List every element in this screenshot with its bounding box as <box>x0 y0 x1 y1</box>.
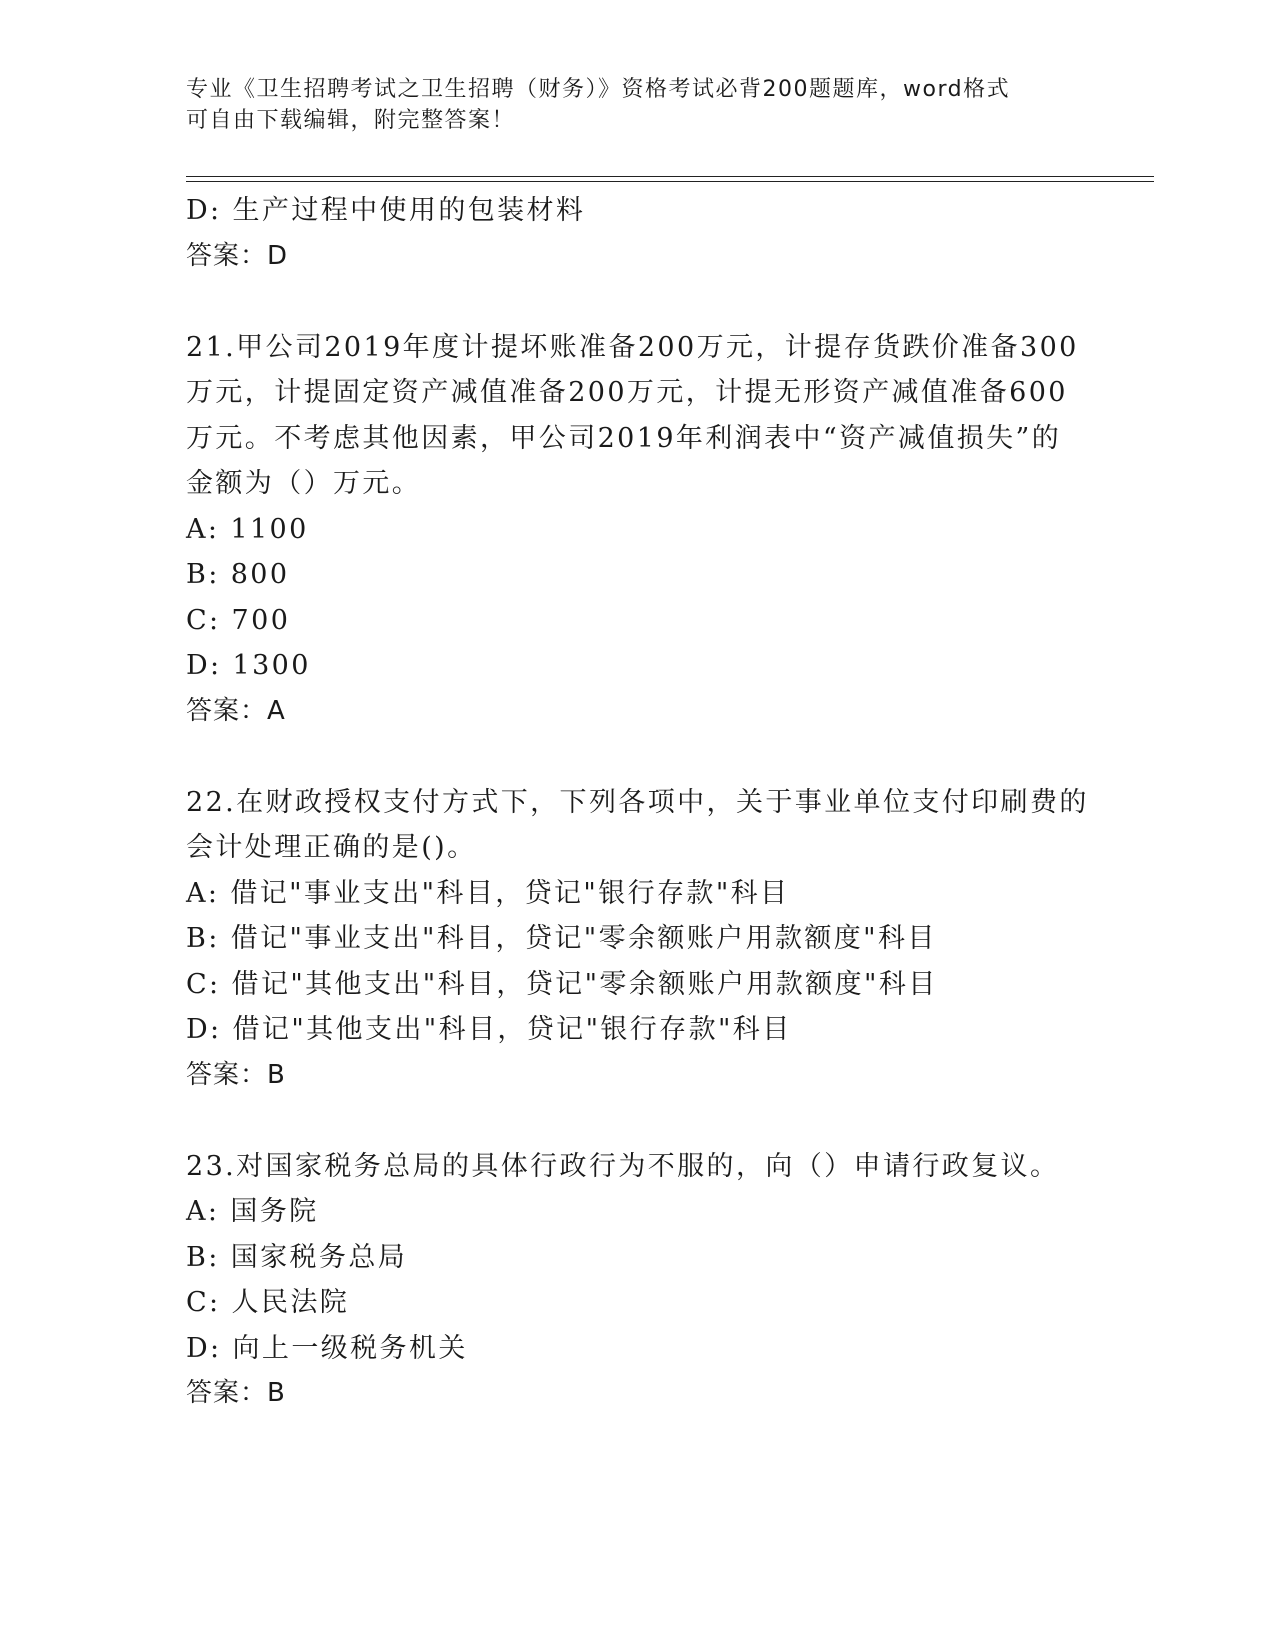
question-block-23 <box>186 1144 1086 1417</box>
question-block-prev <box>186 188 1086 279</box>
document-body <box>186 188 1089 1417</box>
option-a: A: 国务院 <box>186 1196 319 1227</box>
question-stem-line: 万元。不考虑其他因素，甲公司2019年利润表中“资产减值损失”的 <box>186 422 1062 454</box>
option-b: B: 800 <box>186 559 290 590</box>
option-d: D: 向上一级税务机关 <box>186 1332 468 1364</box>
answer-line: 答案：B <box>186 1378 286 1408</box>
question-stem-line: 金额为（）万元。 <box>186 468 422 499</box>
option-d: D: 1300 <box>186 650 311 681</box>
answer-line: 答案：B <box>186 1059 286 1090</box>
header-title-line-1: 专业《卫生招聘考试之卫生招聘（财务）》资格考试必背200题题库，word格式 <box>186 77 1011 102</box>
option-a: A: 1100 <box>186 513 309 545</box>
option-c: C: 借记"其他支出"科目，贷记"零余额账户用款额度"科目 <box>186 968 938 1000</box>
option-b: B: 国家税务总局 <box>186 1241 408 1273</box>
question-block-22 <box>186 780 1089 1099</box>
spacer <box>186 734 1086 780</box>
option-d: D: 借记"其他支出"科目，贷记"银行存款"科目 <box>186 1014 792 1045</box>
header-divider-bottom <box>186 181 1154 182</box>
question-block-21 <box>186 325 1086 735</box>
option-a: A: 借记"事业支出"科目，贷记"银行存款"科目 <box>186 877 790 909</box>
spacer <box>186 1098 1086 1144</box>
question-stem-line: 23.对国家税务总局的具体行政行为不服的，向（）申请行政复议。 <box>186 1150 1060 1182</box>
question-stem-line: 21.甲公司2019年度计提坏账准备200万元，计提存货跌价准备300 <box>186 331 1079 363</box>
option-b: B: 借记"事业支出"科目，贷记"零余额账户用款额度"科目 <box>186 923 937 954</box>
question-stem-line: 万元，计提固定资产减值准备200万元，计提无形资产减值准备600 <box>186 377 1068 408</box>
spacer <box>186 279 1086 325</box>
answer-line: 答案：D <box>186 240 289 271</box>
question-stem-line: 22.在财政授权支付方式下，下列各项中，关于事业单位支付印刷费的 <box>186 786 1089 818</box>
document-header <box>186 74 1066 136</box>
option-c: C: 人民法院 <box>186 1287 350 1318</box>
option-d: D: 生产过程中使用的包装材料 <box>186 195 586 226</box>
header-divider-top <box>186 176 1154 177</box>
answer-line: 答案：A <box>186 695 286 726</box>
option-c: C: 700 <box>186 604 291 636</box>
question-stem-line: 会计处理正确的是()。 <box>186 832 477 863</box>
header-title-line-2: 可自由下载编辑，附完整答案！ <box>186 108 516 133</box>
